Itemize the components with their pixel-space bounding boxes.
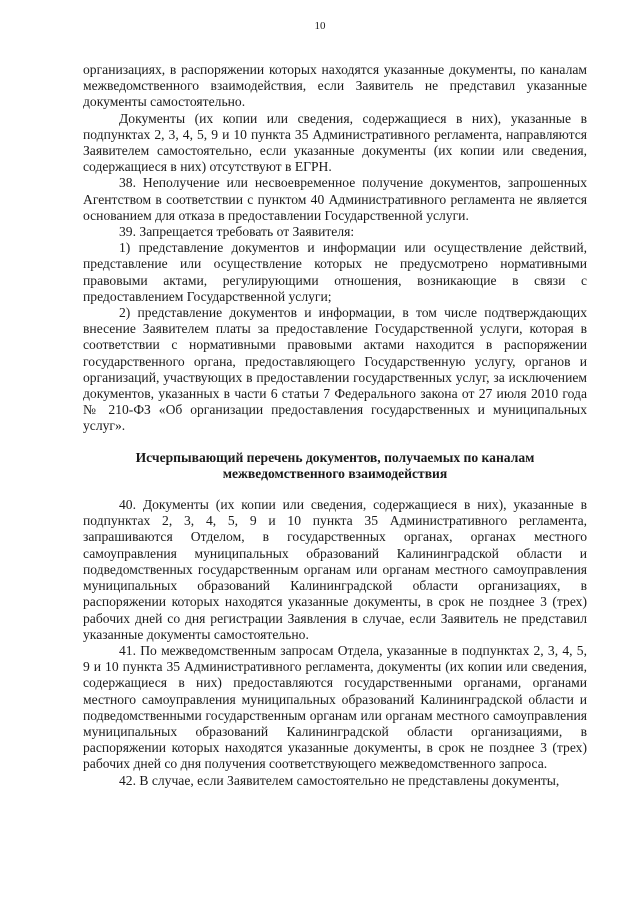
page-number: 10 (314, 20, 326, 32)
paragraph-39: 39. Запрещается требовать от Заявителя: (119, 224, 355, 240)
paragraph-continuation: организациях, в распоряжении которых находятся указанные документы, по каналам межведомственного взаимодействия, если Заявитель не представил указанные документы самостоятельно. (83, 62, 587, 110)
section-heading: Исчерпывающий перечень документов, получаемых по каналам межведомственного взаимодействия (135, 449, 535, 481)
paragraph-38: 38. Неполучение или несвоевременное получение документов, запрошенных Агентством в соответствии с пунктом 40 Административного регламента не является основанием для отказа в предоставлении Государственной услуги. (83, 175, 587, 223)
paragraph-40: 40. Документы (их копии или сведения, содержащиеся в них), указанные в подпунктах 2, 3, 4, 5, 9 и 10 пункта 35 Административного регламента, запрашиваются Отделом, в государственных органах, органах местного самоуправления муниципальных образований Калининградской области и подведомственных государственным органам или органам местного самоуправления муниципальных образований Калининградской области организациях, в распоряжении которых находятся указанные документы, в срок не позднее 3 (трех) рабочих дней со дня регистрации Заявления в случае, если Заявитель не представил указанные документы самостоятельно. (83, 497, 587, 642)
paragraph-42: 42. В случае, если Заявителем самостоятельно не представлены документы, (119, 772, 560, 788)
list-item-39-1: 1) представление документов и информации или осуществление действий, представление или осуществление которых не предусмотрено нормативными правовыми актами, регулирующими отношения, возникающие в связи с предоставлением Государственной услуги; (83, 240, 587, 304)
paragraph-41: 41. По межведомственным запросам Отдела, указанные в подпунктах 2, 3, 4, 5, 9 и 10 пункта 35 Административного регламента, документы (их копии или сведения, содержащиеся в них) предоставляются государственными органами, органами местного самоуправления муниципальных образований Калининградской области и подведомственными государственным органам или органам местного самоуправления муниципальных образований Калининградской области организациями, в распоряжении которых находятся указанные документы, в срок не позднее 3 (трех) рабочих дней со дня получения соответствующего межведомственного запроса. (83, 642, 587, 772)
list-item-39-2: 2) представление документов и информации, в том числе подтверждающих внесение Заявителем платы за предоставление Государственной услуги, которая в соответствии с нормативными правовыми актами находится в распоряжении государственного органа, предоставляющего Государственную услугу, органов и организаций, участвующих в предоставлении государственных услуг, за исключением документов, указанных в части 6 статьи 7 Федерального закона от 27 июля 2010 года № 210-ФЗ «Об организации предоставления государственных и муниципальных услуг». (83, 305, 587, 434)
paragraph: Документы (их копии или сведения, содержащиеся в них), указанные в подпунктах 2, 3, 4, 5, 9 и 10 пункта 35 Административного регламента, направляются Заявителем самостоятельно, если указанные документы (их копии или сведения, содержащиеся в них) отсутствуют в ЕГРН. (83, 110, 587, 175)
document-body (83, 62, 587, 789)
